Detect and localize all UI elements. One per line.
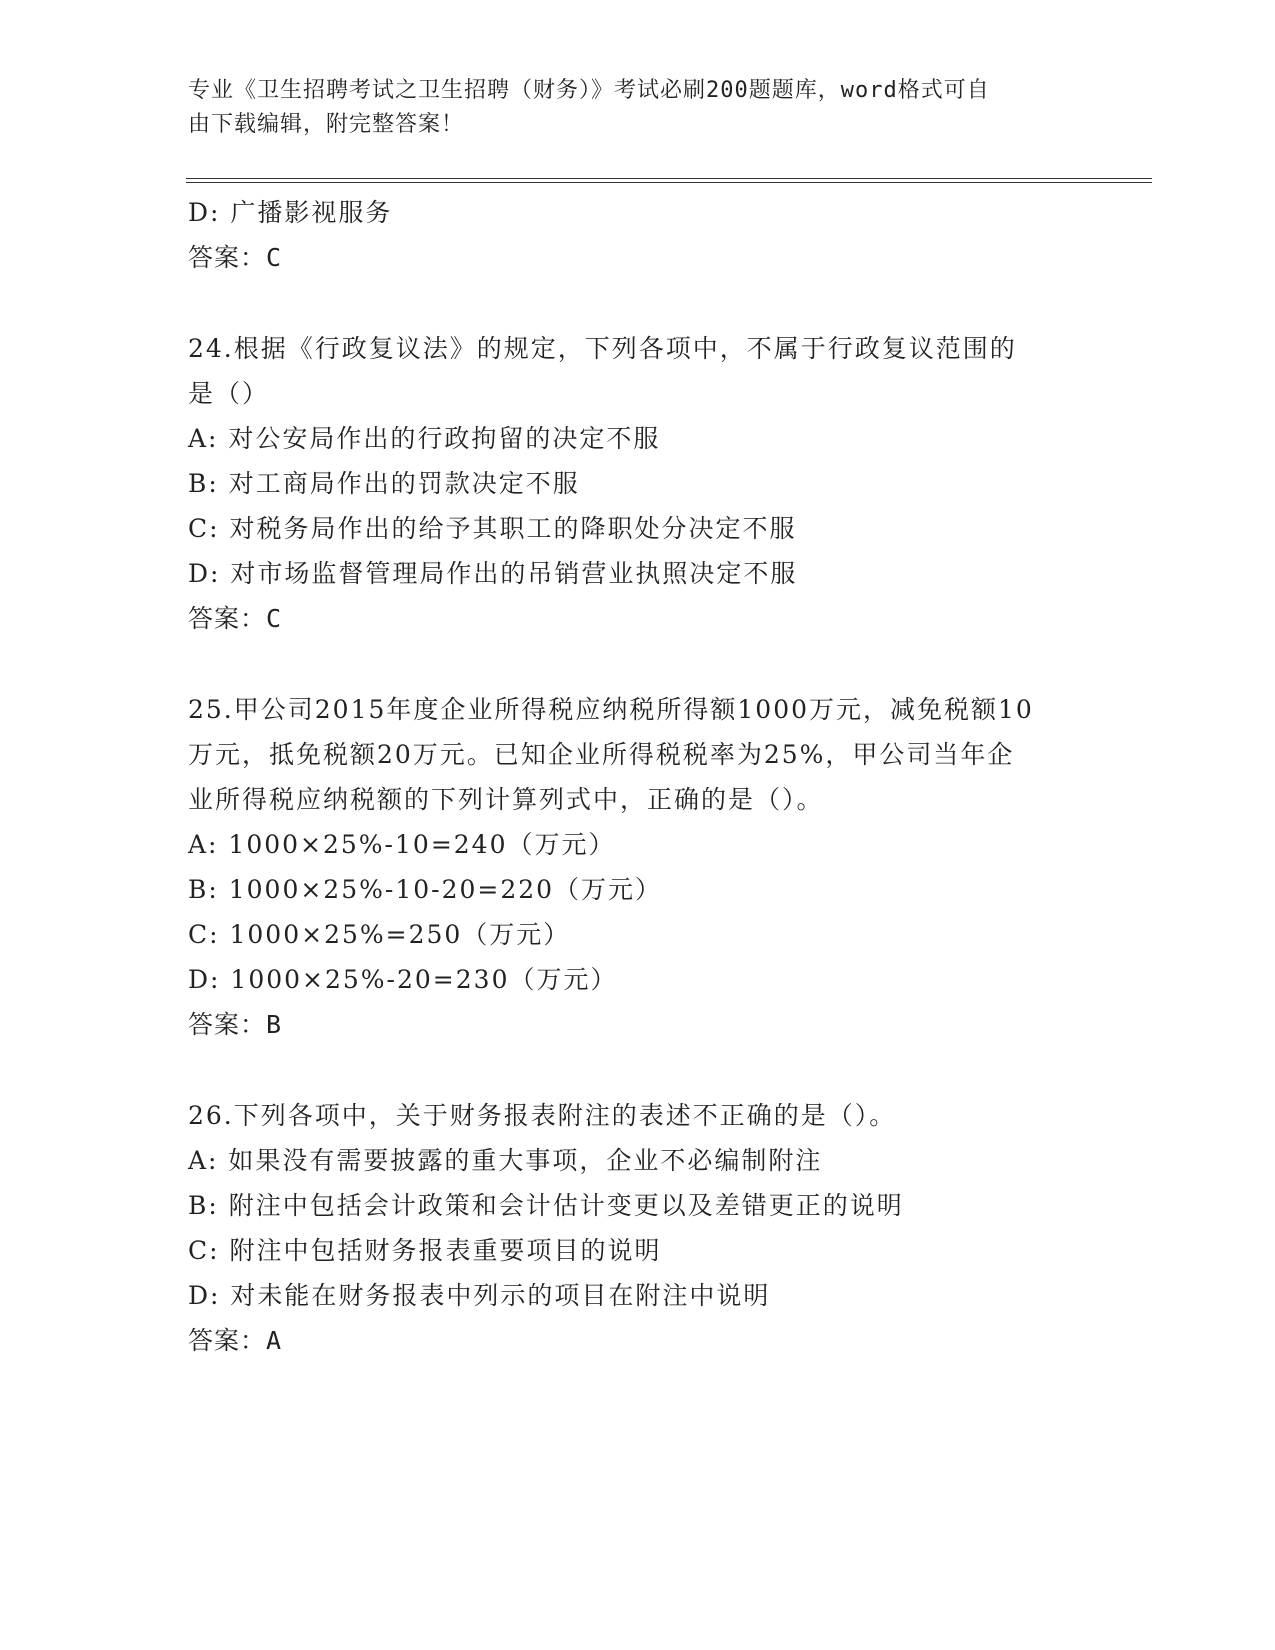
question-26 bbox=[188, 1093, 1088, 1363]
question-stem: 24.根据《行政复议法》的规定，下列各项中，不属于行政复议范围的 bbox=[188, 334, 1017, 363]
answer: 答案：C bbox=[188, 604, 283, 633]
question-stem: 25.甲公司2015年度企业所得税应纳税所得额1000万元，减免税额10 bbox=[188, 695, 1034, 724]
header-rule-bottom bbox=[186, 182, 1152, 183]
question-25 bbox=[188, 687, 1088, 1047]
option-d: D: 广播影视服务 bbox=[188, 198, 393, 227]
question-stem: 是（） bbox=[188, 379, 270, 408]
answer: 答案：A bbox=[188, 1326, 283, 1355]
option-d: D: 对市场监督管理局作出的吊销营业执照决定不服 bbox=[188, 559, 798, 588]
option-d: D: 1000×25%-20=230（万元） bbox=[188, 965, 618, 994]
answer: 答案：B bbox=[188, 1010, 283, 1039]
page-header bbox=[188, 74, 1088, 142]
question-content bbox=[188, 190, 1088, 1363]
question-stem: 业所得税应纳税额的下列计算列式中，正确的是（）。 bbox=[188, 785, 824, 814]
header-line-2: 由下载编辑，附完整答案！ bbox=[188, 112, 465, 137]
option-b: B: 1000×25%-10-20=220（万元） bbox=[188, 875, 663, 904]
answer: 答案：C bbox=[188, 243, 283, 272]
previous-question-tail bbox=[188, 190, 1088, 280]
option-a: A: 对公安局作出的行政拘留的决定不服 bbox=[188, 424, 661, 453]
header-rule-top bbox=[186, 178, 1152, 179]
question-stem: 26.下列各项中，关于财务报表附注的表述不正确的是（）。 bbox=[188, 1101, 897, 1130]
option-b: B: 附注中包括会计政策和会计估计变更以及差错更正的说明 bbox=[188, 1191, 904, 1220]
option-c: C: 附注中包括财务报表重要项目的说明 bbox=[188, 1236, 662, 1265]
option-c: C: 1000×25%=250（万元） bbox=[188, 920, 571, 949]
option-d: D: 对未能在财务报表中列示的项目在附注中说明 bbox=[188, 1281, 771, 1310]
option-a: A: 如果没有需要披露的重大事项，企业不必编制附注 bbox=[188, 1146, 823, 1175]
question-stem: 万元，抵免税额20万元。已知企业所得税税率为25%，甲公司当年企 bbox=[188, 740, 1015, 769]
header-line-1: 专业《卫生招聘考试之卫生招聘（财务）》考试必刷200题题库，word格式可自 bbox=[188, 78, 990, 103]
option-a: A: 1000×25%-10=240（万元） bbox=[188, 830, 616, 859]
question-24 bbox=[188, 326, 1088, 641]
option-c: C: 对税务局作出的给予其职工的降职处分决定不服 bbox=[188, 514, 797, 543]
option-b: B: 对工商局作出的罚款决定不服 bbox=[188, 469, 580, 498]
